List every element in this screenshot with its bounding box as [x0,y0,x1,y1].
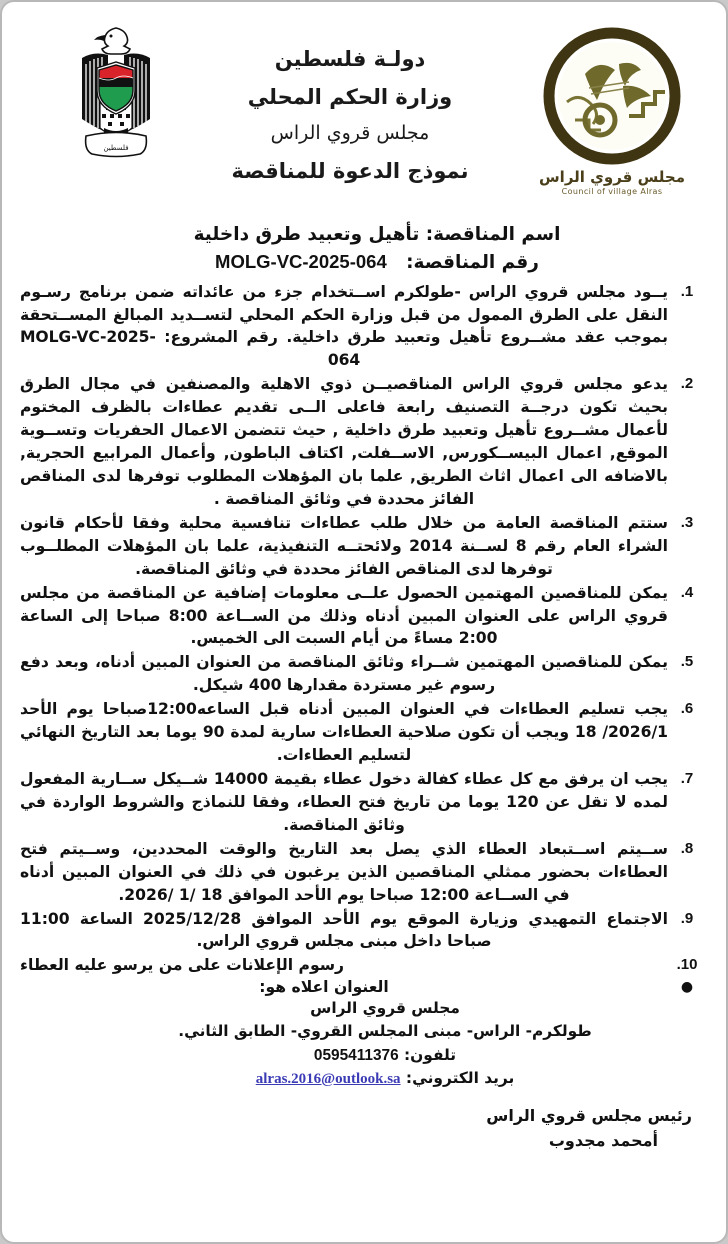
state-name: دولـة فلسطين [274,47,426,71]
council-logo-caption-ar: مجلس قروي الراس [538,168,686,186]
tender-number-line [42,249,712,277]
tender-name-label: اسم المناقصة: [425,224,561,245]
clause-number: 10. [676,956,698,974]
phone-label: تلفون: [404,1045,457,1064]
address-block [20,997,706,1090]
council-name: مجلس قروي الراس [270,122,430,145]
clause-number: 1. [680,282,694,300]
clause-number: 9. [680,909,694,927]
clause-item [20,373,706,511]
clause-number: 6. [680,700,694,718]
signature-block [16,1104,712,1154]
address-email-row [64,1067,706,1091]
clause-text: يجب ان يرفق مع كل عطاء كفالة دخول عطاء بقيمة 14000 شــيكل ســارية المفعول لمده لا تقل عن 120 يوما من تاريخ فتح العطاء، وفقا للنماذج والشروط الواردة في وثائق المناقصة. [20,769,668,834]
clause-item [20,651,706,697]
clause-text: يمكن للمناقصين المهتمين شــراء وثائق المناقصة من العنوان المبين أدناه، وبعد دفع رسوم غير مستردة مقدارها 400 شيكل. [20,653,668,695]
palestine-eagle-emblem-icon [66,24,166,176]
ministry-name: وزارة الحكم المحلي [247,85,453,110]
clause-item [20,768,706,837]
clause-text: يمكن للمناقصين المهتمين الحصول علــى معلومات إضافية عن المناقصة من مجلس قروي الراس على العنوان المبين أدناه وذلك من الســاعة 8:00 صباحا إلى الساعة 2:00 مساءً من أيام السبت الى الخميس. [20,583,668,648]
tender-number-value: MOLG-VC-2025-064 [215,250,387,272]
council-logo-block [512,20,712,196]
tender-identity-block [16,222,712,277]
clause-item [20,582,706,651]
address-location: طولكرم- الراس- مبنى المجلس القروي- الطابق الثاني. [178,1022,592,1041]
address-council-name: مجلس قروي الراس [310,999,460,1018]
clause-item [20,838,706,907]
form-title: نموذج الدعوة للمناقصة [231,159,469,184]
clause-text: يجب تسليم العطاءات في العنوان المبين أدناه قبل الساعه12:00صباحا يوم الأحد 2026/1/ 18 ويجب أن تكون صلاحية العطاءات سارية لمدة 90 يوما بعد التاريخ النهائي لتسليم العطاءات. [20,700,668,765]
email-link[interactable]: alras.2016@outlook.sa [255,1070,401,1087]
tender-name-line [42,222,712,249]
signatory-name: أمحمد مجدوب [548,1130,658,1150]
clause-number: 7. [680,769,694,787]
signatory-title: رئيس مجلس قروي الراس [486,1106,692,1126]
header-title-block [188,20,512,182]
clause-text: الاجتماع التمهيدي وزيارة الموقع يوم الأحد الموافق 2025/12/28 الساعة 11:00 صباحا داخل مبنى مجلس قروي الراس. [20,909,669,951]
clause-text: يــود مجلس قروي الراس -طولكرم اســتخدام جزء من عائداته ضمن برنامج رسـوم النقل على الطرق الممول من قبل وزارة الحكم المحلي لتســديد المبالغ المســتحقة بموجب عقد مشــروع تأهيل وتعبيد طرق داخلية. رقم المشروع: MOLG-VC-2025-064 [20,282,668,370]
clause-number: 4. [680,583,694,601]
clause-item [20,512,706,581]
clause-list [16,281,712,1090]
svg-text:فلسطين: فلسطين [103,144,129,152]
clause-number: 5. [680,653,694,671]
clause-item [20,698,706,767]
bullet-point-icon: ● [680,979,694,996]
clause-number: 8. [680,839,694,857]
document-header [16,20,712,216]
email-label: بريد الكتروني: [405,1068,515,1087]
address-bullet-row [20,978,706,996]
clause-text: يدعو مجلس قروي الراس المناقصيــن ذوي الاهلية والمصنفين في مجال الطرق بحيث تكون درجــة التصنيف رابعة فاعلى الــى تقديم عطاءات بالظرف المختوم لأعمال مشــروع تأهيل وتعبيد طرق داخلية , حيث تتضمن الاعمال الحفريات وتســوية الموقع, اعمال البيســكورس, الاســفلت, اكتاف الباطون, وأعمال المرابيع الحجرية, بالاضافه الى اعمال اثاث الطريق, علما بان المؤهلات المطلوب توفرها لدى المناقص الفائز محددة في وثائق المناقصة . [20,375,668,508]
clause-item [20,908,706,954]
state-emblem-block [16,20,188,176]
clause-number: 3. [680,513,694,531]
clause-text: ستتم المناقصة العامة من خلال طلب عطاءات تنافسية محلية وفقا لأحكام قانون الشراء العام رقم 8 لســنة 2014 ولائحتــه التنفيذية، علما بان المؤهلات المطلــوب توفرها لدى المناقص الفائز محددة في وثائق المناقصة. [20,513,668,578]
council-seal-icon [537,24,687,174]
phone-value: 0595411376 [313,1046,399,1064]
clause-item [20,954,706,977]
address-bullet-label: العنوان اعلاه هو: [259,978,389,997]
clause-text: رسوم الإعلانات على من يرسو عليه العطاء [20,956,345,975]
address-phone-row [64,1044,706,1067]
council-logo-caption-en: Council of village Alras [561,187,663,196]
tender-name-value: تأهيل وتعبيد طرق داخلية [193,224,420,245]
clause-item [20,281,706,373]
clause-number: 2. [680,375,694,393]
tender-number-label: رقم المناقصة: [406,251,539,273]
clause-text: ســيتم اســتبعاد العطاء الذي يصل بعد التاريخ والوقت المحددين، وســيتم فتح العطاءات بحضور ممثلي المناقصين الذين يرغبون في ذلك في العنوان المبين أدناه في الســاعة 12:00 صباحا يوم الأحد الموافق 18 /1 /2026. [20,839,668,904]
